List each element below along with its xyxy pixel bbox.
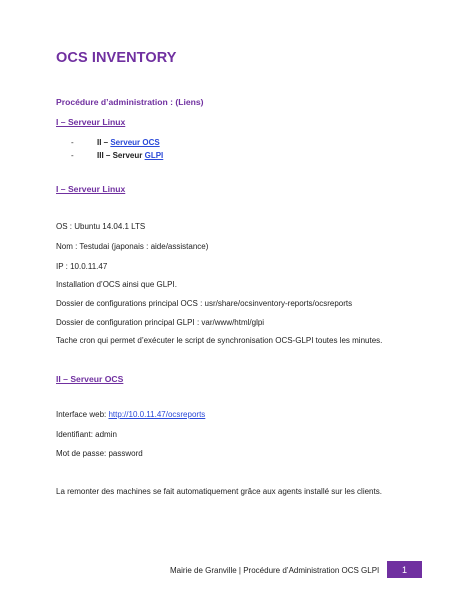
toc-link-serveur-ocs[interactable]: Serveur OCS [110, 138, 160, 147]
ip-line: IP : 10.0.11.47 [56, 262, 108, 271]
cron-line: Tache cron qui permet d’exécuter le script de synchronisation OCS-GLPI toutes les minutes. [56, 336, 383, 345]
toc-item-serveur-glpi [71, 151, 163, 160]
toc-item2-prefix: II – [97, 138, 111, 147]
toc-link-serveur-linux[interactable]: I – Serveur Linux [56, 117, 126, 127]
toc-dash: - [71, 138, 74, 147]
install-line: Installation d’OCS ainsi que GLPI. [56, 280, 177, 289]
document-title: OCS INVENTORY [56, 50, 177, 66]
footer-text: Mairie de Granville | Procédure d’Administration OCS GLPI [170, 566, 380, 575]
glpi-config-line: Dossier de configuration principal GLPI : var/www/html/glpi [56, 318, 265, 327]
identifiant-line: Identifiant: admin [56, 430, 117, 439]
section-heading-serveur-ocs: II – Serveur OCS [56, 374, 124, 384]
ocs-config-line: Dossier de configurations principal OCS : usr/share/ocsinventory-reports/ocsreports [56, 299, 353, 308]
toc-link-serveur-glpi[interactable]: GLPI [144, 151, 164, 160]
toc-item-serveur-ocs [71, 138, 160, 147]
interface-link[interactable]: http://10.0.11.47/ocsreports [108, 410, 206, 419]
nom-line: Nom : Testudai (japonais : aide/assistance) [56, 242, 209, 251]
section-heading-serveur-linux: I – Serveur Linux [56, 184, 126, 194]
procedure-heading: Procédure d’administration : (Liens) [56, 97, 204, 107]
interface-label: Interface web: [56, 410, 109, 419]
page-number-badge: 1 [387, 561, 422, 578]
toc-dash: - [71, 151, 74, 160]
password-line: Mot de passe: password [56, 449, 143, 458]
remark-line: La remonter des machines se fait automatiquement grâce aux agents installé sur les clients. [56, 487, 382, 496]
os-line: OS : Ubuntu 14.04.1 LTS [56, 222, 146, 231]
toc-item3-prefix: III – Serveur [97, 151, 145, 160]
interface-line [56, 410, 205, 419]
